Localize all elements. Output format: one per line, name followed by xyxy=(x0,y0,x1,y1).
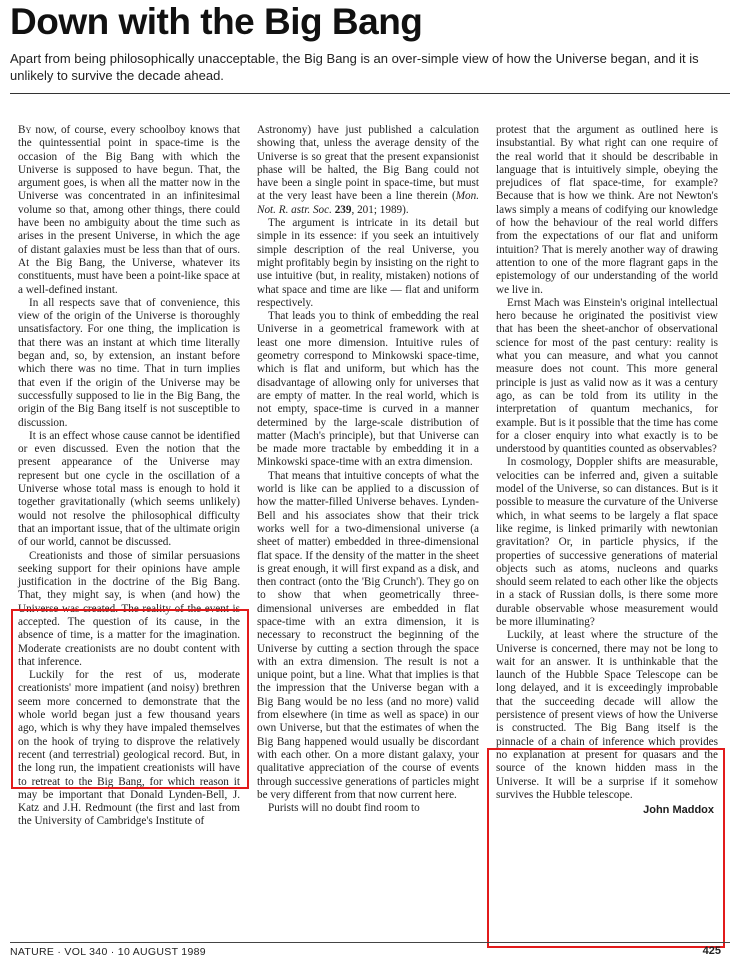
paragraph: protest that the argument as outlined here is insubstantial. By what right can one require of the real world that it should be describable in language that is intuitively simple, obeying the prejudices of flat space-time, for example? Because that is how we think. Are not Newton's laws simply a means of codifying our knowledge of how the behaviour of the real world differs from the expectations of our flat and uniform intuition? That is merely another way of drawing attention to one of the more flagrant gaps in the epistemology of our understanding of the world we live in. xyxy=(496,124,718,296)
journal-reference: Mon. Not. R. astr. Soc. xyxy=(257,190,479,216)
journal-volume: 239 xyxy=(334,203,352,216)
paragraph: Luckily for the rest of us, moderate creationists' more impatient (and noisy) brethren seem more concerned to demonstrate that the whole world began just a few thousand years ago, which is why they have impaled themselves on the hook of trying to disprove the relatively recent (and terrestrial) geological record. But, in the long run, the impatient creationists will have to retreat to the Big Bang, for which reason it may be important that Donald Lynden-Bell, J. Katz and J.H. Redmount (the first and last from the University of Cambridge's Institute of xyxy=(18,669,240,828)
article-standfirst: Apart from being philosophically unacceptable, the Big Bang is an over-simple view of how the Universe began, and it is unlikely to survive the decade ahead. xyxy=(10,51,699,83)
paragraph xyxy=(18,124,240,297)
paragraph-text: now, of course, every schoolboy knows that the quintessential point in space-time is the occasion of the Big Bang with which the Universe is supposed to have begun. That, the argument goes, is when all the matter now in the Universe was concentrated in an infinitesimal volume so that, among other things, there could have been no ambiguity about the time such as arises in the present Universe, in which the age of distant galaxies must be less than that of ours. At the Big Bang, the Universe, whatever its constituents, must have been a point-like space at a well-defined instant. xyxy=(18,124,240,296)
paragraph: That leads you to think of embedding the real Universe in a geometrical framework with at least one more dimension. Intuitive rules of geometry correspond to Minkowski space-time, which is flat and uniform, but which has the disadvantage of allowing only for universes that are empty of matter. In the real world, which is not empty, space-time is curved in a manner determined by the large-scale distribution of matter (Mach's principle), but that Universe can be made more tractable by embedding it in a Minkowski space-time with an extra dimension. xyxy=(257,310,479,469)
body-column-3 xyxy=(496,124,718,817)
author-signature: John Maddox xyxy=(643,804,714,817)
paragraph: That means that intuitive concepts of what the world is like can be applied to a discussion of how the matter-filled Universe behaves. Lynden-Bell and his associates show that their trick works well for a two-dimensional universe (a sheet of matter) embedded in three-dimensional flat space. If the density of the matter in the sheet is great enough, it will first expand as a disk, and then contract (onto the 'Big Crunch'). They go on to show that when geometrically three-dimensional universes are embedded in flat space-time with an extra dimension, it is necessary to reconstruct the beginning of the Universe by cutting a section through the space with an extra dimension. The result is not a unique point, but a line. What that implies is that the impression that the Universe began with a Big Bang would be no less (and no more) valid from elsewhere (in time as well as space) in our own Universe, but that the estimates of when the Big Bang happened would usually be discordant with each other. On a more distant galaxy, your qualitative appreciation of the course of events through successive generations of particles might be very different from that now current here. xyxy=(257,469,479,801)
paragraph: The argument is intricate in its detail but simple in its essence: if you seek an intuitively simple description of the real Universe, you might profitably begin by insisting on the right to use intuitive (but, in reality, mistaken) notions of what space and time are like — flat and uniform respectively. xyxy=(257,217,479,309)
body-column-1 xyxy=(18,124,240,829)
paragraph-creationists: Creationists and those of similar persuasions seeking support for their opinions have ample justification in the doctrine of the Big Bang. That, they might say, is when (and how) the Universe was created. The reality of the event is accepted. The question of its cause, in the absence of time, is a matter for the imagination. Moderate creationists are no doubt content with that inference. xyxy=(18,549,240,668)
paragraph: Purists will no doubt find room to xyxy=(268,802,420,815)
paragraph-text: Astronomy) have just published a calculation showing that, unless the average density of the Universe is so great that the present expansionist phase will be halted, the Big Bang could not have been a single point in space-time, but must at the very least have been a line therein ( xyxy=(257,124,479,203)
paragraph: In cosmology, Doppler shifts are measurable, velocities can be inferred and, given a suitable model of the Universe, so can distances. But is it possible to measure the curvature of the Universe which, in what seems to be largely a flat space like regime, is linked primarily with newtonian gravitation? Or, in particle physics, if the properties of successive generations of material objects such as atoms, nucleons and quarks should seem related to each other like the objects in a stack of Russian dolls, is there some more durable observable whose measurement would be more illuminating? xyxy=(496,456,718,628)
paragraph xyxy=(257,124,479,217)
footer-rule xyxy=(10,942,730,943)
page-number: 425 xyxy=(702,945,721,957)
opening-smallcaps: By xyxy=(18,124,32,136)
paragraph: In all respects save that of convenience, this view of the origin of the Universe is thoroughly unsatisfactory. For one thing, the implication is that there was an instant at which time literally began and, so, by extension, an instant before which there was no time. That in turn implies that even if the origin of the Universe may be successfully supposed to lie in the Big Bang, the origin of the Big Bang itself is not susceptible to discussion. xyxy=(18,296,240,429)
paragraph: It is an effect whose cause cannot be identified or even discussed. Even the notion that the present appearance of the Universe may represent but one cycle in the oscillation of a Universe whose total mass is enough to hold it together gravitationally (which seems unlikely) would not resolve the philosophical difficulty that an important issue, that of the ultimate origin of our world, cannot be discussed. xyxy=(18,429,240,549)
header-rule xyxy=(10,93,730,94)
body-column-2 xyxy=(257,124,479,815)
journal-pages: , 201; 1989). xyxy=(351,203,409,216)
paragraph: Ernst Mach was Einstein's original intellectual hero because he originated the positivist view that has been the sheet-anchor of observational science for most of the past century: reality is what you can measure, and what you cannot measure does not count. This more general principle is just as valid now as it was a century ago, as can be told from its utility in the interpretation of quantum mechanics, for example. But is it possible that the time has come for a closer enquiry into what exactly is to be understood by quantities counted as observables? xyxy=(496,296,718,456)
paragraph-conclusion: Luckily, at least where the structure of the Universe is concerned, there may not be long to wait for an answer. It is unthinkable that the launch of the Hubble Space Telescope can be long delayed, and it is exceedingly improbable that the succeeding decade will allow the persistence of present views of how the Universe is constructed. The Big Bang itself is the pinnacle of a chain of inference which provides no explanation at present for quasars and the source of the known hidden mass in the Universe. It will be a surprise if it somehow survives the Hubble telescope. xyxy=(496,629,718,801)
article-title: Down with the Big Bang xyxy=(10,1,423,42)
journal-info: NATURE · VOL 340 · 10 AUGUST 1989 xyxy=(10,946,206,958)
